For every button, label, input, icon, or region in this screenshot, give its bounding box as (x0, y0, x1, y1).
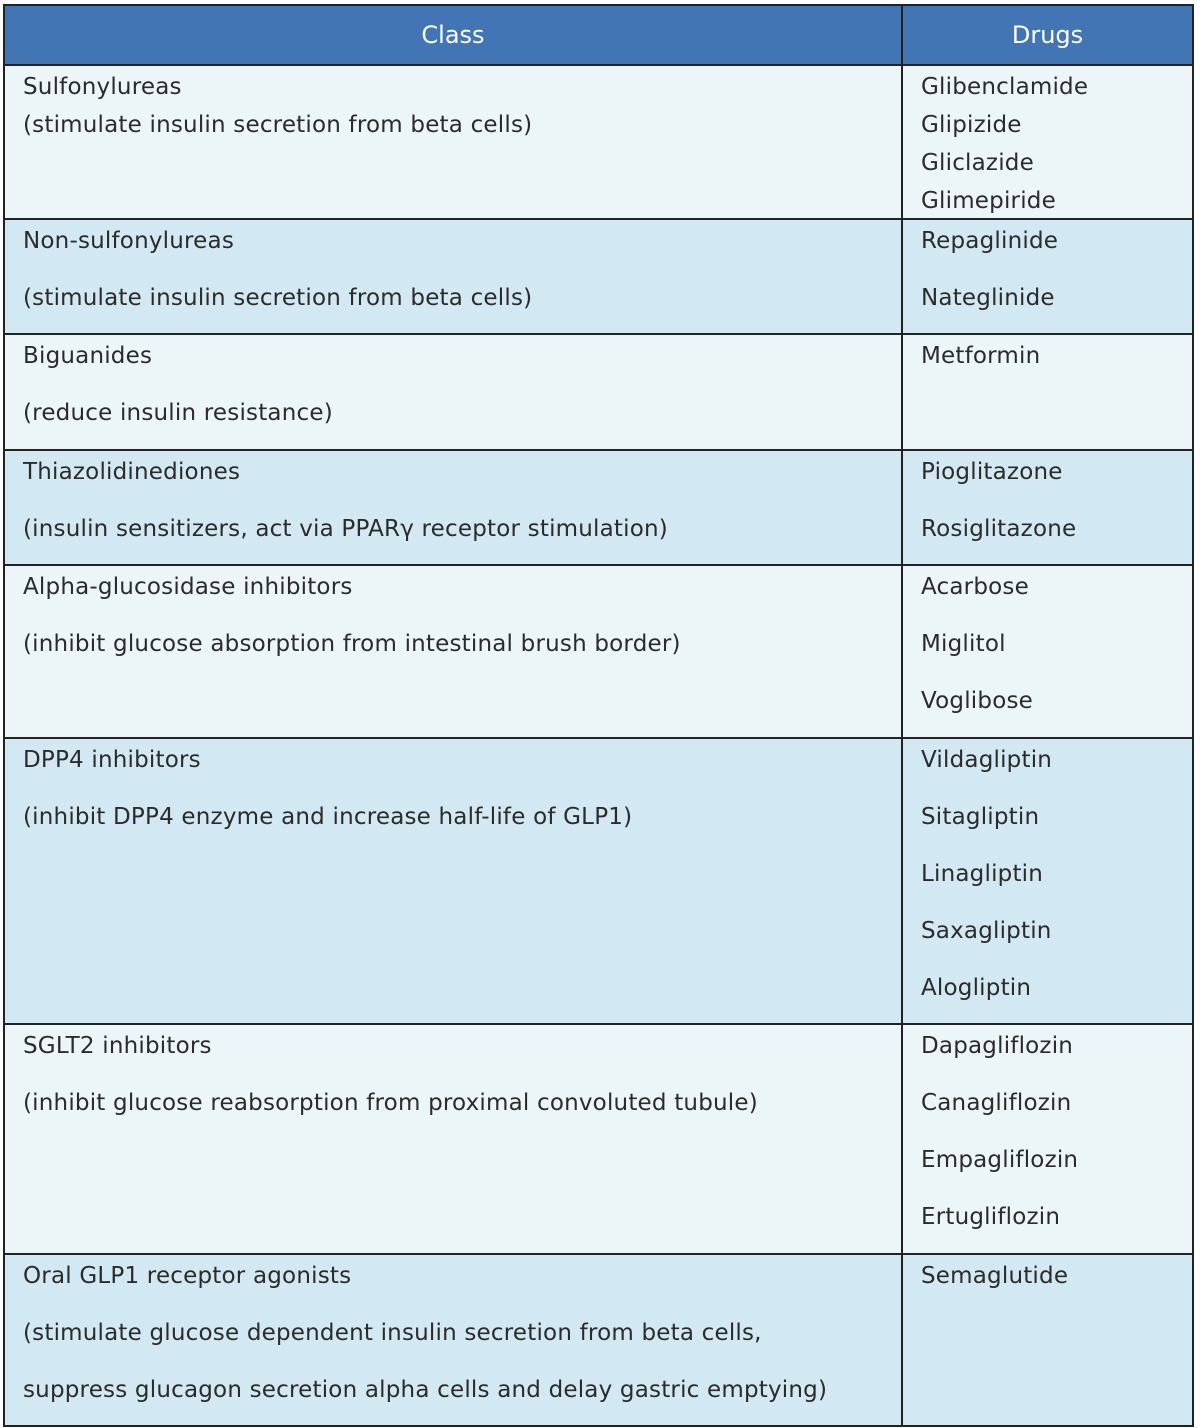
drugs-cell (903, 66, 1192, 218)
drug-name: Gliclazide (921, 150, 1034, 176)
class-mechanism: (reduce insulin resistance) (23, 400, 333, 426)
drugs-cell (903, 220, 1192, 333)
class-cell (5, 1025, 903, 1253)
class-name: Sulfonylureas (23, 74, 182, 100)
class-mechanism: (inhibit glucose absorption from intestinal brush border) (23, 631, 681, 657)
drug-name: Empagliflozin (921, 1147, 1079, 1173)
table-row (5, 218, 1192, 333)
drugs-cell (903, 335, 1192, 449)
class-mechanism: suppress glucagon secretion alpha cells and delay gastric emptying) (23, 1377, 828, 1403)
class-name: Biguanides (23, 343, 153, 369)
class-name: Non-sulfonylureas (23, 228, 235, 254)
column-header-class: Class (5, 6, 903, 64)
class-cell (5, 220, 903, 333)
drug-name: Glipizide (921, 112, 1022, 138)
drugs-cell (903, 1255, 1192, 1425)
class-cell (5, 1255, 903, 1425)
class-mechanism: (inhibit glucose reabsorption from proximal convoluted tubule) (23, 1090, 758, 1116)
table-row (5, 564, 1192, 737)
drug-name: Canagliflozin (921, 1090, 1072, 1116)
table-row (5, 333, 1192, 449)
drugs-cell (903, 739, 1192, 1023)
drug-name: Glibenclamide (921, 74, 1089, 100)
class-name: Alpha-glucosidase inhibitors (23, 574, 353, 600)
drug-name: Saxagliptin (921, 918, 1052, 944)
drug-name: Miglitol (921, 631, 1006, 657)
class-mechanism: (stimulate glucose dependent insulin secretion from beta cells, (23, 1320, 762, 1346)
drug-name: Linagliptin (921, 861, 1044, 887)
drug-name: Repaglinide (921, 228, 1059, 254)
class-cell (5, 335, 903, 449)
drug-name: Sitagliptin (921, 804, 1040, 830)
class-mechanism: (stimulate insulin secretion from beta cells) (23, 285, 533, 311)
drug-name: Nateglinide (921, 285, 1055, 311)
class-mechanism: (inhibit DPP4 enzyme and increase half-life of GLP1) (23, 804, 633, 830)
drug-name: Acarbose (921, 574, 1029, 600)
column-header-drugs: Drugs (1011, 21, 1084, 49)
drugs-cell (903, 566, 1192, 737)
drug-name: Rosiglitazone (921, 516, 1077, 542)
class-mechanism: (stimulate insulin secretion from beta cells) (23, 112, 533, 138)
drugs-cell (903, 451, 1192, 564)
drug-name: Voglibose (921, 688, 1034, 714)
table-row (5, 64, 1192, 218)
drug-name: Metformin (921, 343, 1041, 369)
table-row (5, 1023, 1192, 1253)
table-row (5, 1253, 1192, 1425)
class-cell (5, 739, 903, 1023)
drug-name: Dapagliflozin (921, 1033, 1074, 1059)
drug-class-table (3, 4, 1194, 1427)
drug-name: Pioglitazone (921, 459, 1063, 485)
class-name: Thiazolidinediones (23, 459, 241, 485)
class-cell (5, 451, 903, 564)
class-name: DPP4 inhibitors (23, 747, 201, 773)
class-mechanism: (insulin sensitizers, act via PPARγ receptor stimulation) (23, 516, 668, 542)
class-name: Oral GLP1 receptor agonists (23, 1263, 352, 1289)
table-row (5, 449, 1192, 564)
drug-name: Glimepiride (921, 188, 1056, 214)
class-cell (5, 566, 903, 737)
class-name: SGLT2 inhibitors (23, 1033, 212, 1059)
drugs-cell (903, 1025, 1192, 1253)
drug-name: Alogliptin (921, 975, 1032, 1001)
table-row (5, 737, 1192, 1023)
drug-name: Ertugliflozin (921, 1204, 1061, 1230)
drug-name: Vildagliptin (921, 747, 1053, 773)
drug-name: Semaglutide (921, 1263, 1069, 1289)
table-header-row (5, 6, 1192, 64)
class-cell (5, 66, 903, 218)
